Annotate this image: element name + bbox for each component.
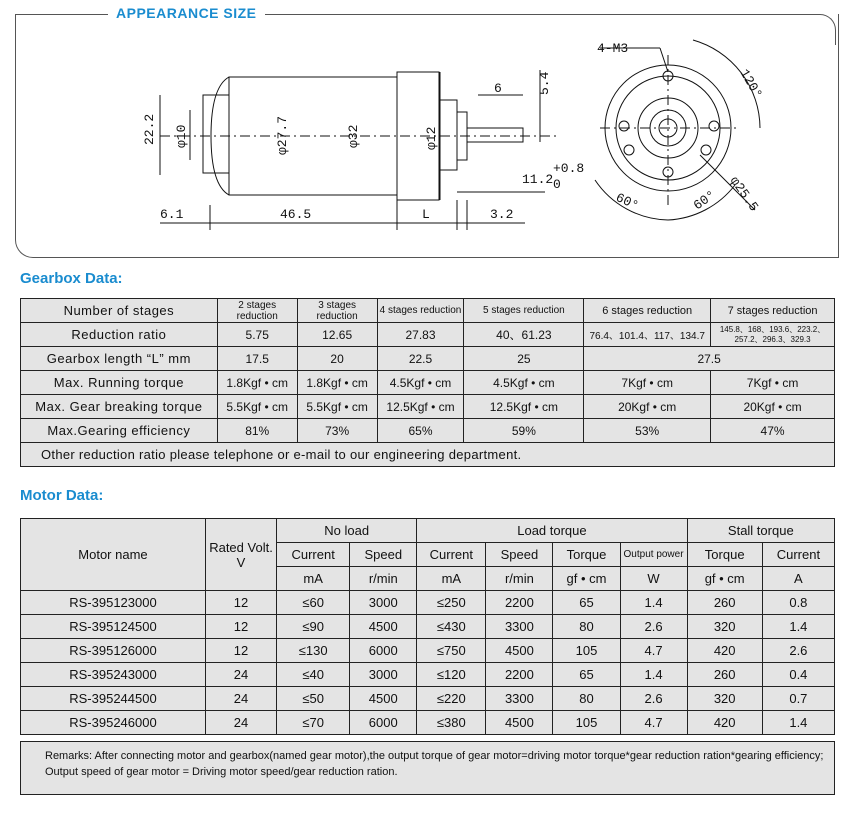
table-cell-l-speed: 3300	[486, 615, 553, 639]
table-cell-l-torque: 80	[553, 687, 620, 711]
table-cell-volt: 24	[205, 687, 276, 711]
current-header: Current	[277, 543, 350, 567]
table-cell-l-current: ≤380	[417, 711, 486, 735]
unit-a: A	[762, 567, 834, 591]
table-cell-l-current: ≤750	[417, 639, 486, 663]
current-header: Current	[762, 543, 834, 567]
table-cell: 12.65	[297, 323, 377, 347]
table-cell-name: RS-395246000	[21, 711, 206, 735]
dim-L: L	[422, 207, 430, 222]
table-cell-l-power: 1.4	[620, 591, 687, 615]
table-row	[21, 323, 835, 347]
row-label: Gearbox length “L” mm	[21, 347, 218, 371]
dim-6-1: 6.1	[160, 207, 184, 222]
motor-table	[20, 518, 835, 735]
torque-header: Torque	[687, 543, 762, 567]
table-cell-l-speed: 3300	[486, 687, 553, 711]
table-cell-nl-current: ≤50	[277, 687, 350, 711]
dim-phi32: φ32	[346, 124, 361, 148]
table-cell-name: RS-395244500	[21, 687, 206, 711]
unit-rmin: r/min	[350, 567, 417, 591]
table-cell-l-speed: 4500	[486, 639, 553, 663]
table-cell: 5.5Kgf • cm	[217, 395, 297, 419]
table-cell-name: RS-395243000	[21, 663, 206, 687]
angle-60-left: 60°	[613, 190, 641, 214]
motor-technical-drawing	[0, 0, 855, 260]
angle-120: 120°	[736, 66, 766, 102]
table-cell: 59%	[464, 419, 584, 443]
table-cell-l-current: ≤430	[417, 615, 486, 639]
dim-phi10: φ10	[174, 124, 189, 148]
table-row	[21, 591, 835, 615]
table-cell: 40、61.23	[464, 323, 584, 347]
row-label: Max.Gearing efficiency	[21, 419, 218, 443]
table-cell: 25	[464, 347, 584, 371]
table-row	[21, 395, 835, 419]
table-cell-l-current: ≤250	[417, 591, 486, 615]
table-cell: 27.5	[584, 347, 835, 371]
dim-phi25-5: φ25.5	[726, 173, 762, 215]
stage-header: 6 stages reduction	[584, 299, 711, 323]
motor-rows	[21, 591, 835, 735]
dim-4-m3: 4-M3	[597, 41, 629, 56]
table-cell-l-current: ≤120	[417, 663, 486, 687]
motor-name-header: Motor name	[21, 519, 206, 591]
dim-tol-zero: 0	[553, 177, 561, 192]
table-row	[21, 663, 835, 687]
table-cell-s-torque: 320	[687, 615, 762, 639]
row-label: Reduction ratio	[21, 323, 218, 347]
torque-header: Torque	[553, 543, 620, 567]
table-cell-l-power: 4.7	[620, 639, 687, 663]
motor-title: Motor Data:	[20, 487, 104, 504]
table-cell-s-current: 1.4	[762, 711, 834, 735]
table-row	[21, 639, 835, 663]
table-cell-volt: 24	[205, 663, 276, 687]
table-cell-nl-speed: 3000	[350, 663, 417, 687]
table-cell-l-speed: 2200	[486, 591, 553, 615]
dim-11-2: 11.2	[522, 172, 554, 187]
unit-w: W	[620, 567, 687, 591]
table-cell: 27.83	[377, 323, 464, 347]
table-cell: 12.5Kgf • cm	[464, 395, 584, 419]
unit-ma: mA	[417, 567, 486, 591]
dim-22-2: 22.2	[142, 113, 157, 145]
stage-header: 2 stages reduction	[217, 299, 297, 323]
dim-5-4: 5.4	[537, 71, 552, 95]
table-row	[21, 419, 835, 443]
table-cell-s-torque: 260	[687, 663, 762, 687]
table-row	[21, 371, 835, 395]
table-cell: 76.4、101.4、117、134.7	[584, 323, 711, 347]
table-cell-l-torque: 65	[553, 591, 620, 615]
gearbox-header-row	[21, 299, 835, 323]
row-label: Max. Gear breaking torque	[21, 395, 218, 419]
table-cell-l-power: 4.7	[620, 711, 687, 735]
unit-gfcm: gf • cm	[687, 567, 762, 591]
stage-header: 3 stages reduction	[297, 299, 377, 323]
table-cell: 7Kgf • cm	[584, 371, 711, 395]
table-row	[21, 711, 835, 735]
table-cell-volt: 12	[205, 639, 276, 663]
table-cell-s-current: 0.4	[762, 663, 834, 687]
dim-46-5: 46.5	[280, 207, 312, 222]
appearance-title: APPEARANCE SIZE	[108, 5, 265, 21]
gearbox-note: Other reduction ratio please telephone or e-mail to our engineering department.	[21, 443, 835, 467]
table-cell-nl-speed: 6000	[350, 711, 417, 735]
motor-header-row-1	[21, 519, 835, 543]
table-cell-nl-speed: 3000	[350, 591, 417, 615]
angle-60-right: 60°	[690, 187, 719, 214]
table-row	[21, 615, 835, 639]
table-cell-l-speed: 2200	[486, 663, 553, 687]
table-cell-nl-speed: 4500	[350, 615, 417, 639]
rated-volt-header: Rated Volt. V	[205, 519, 276, 591]
output-power-header: Output power	[620, 543, 687, 567]
table-cell-nl-current: ≤90	[277, 615, 350, 639]
table-cell: 17.5	[217, 347, 297, 371]
dim-tol-plus: +0.8	[553, 161, 585, 176]
table-cell-volt: 12	[205, 615, 276, 639]
table-cell: 20Kgf • cm	[711, 395, 835, 419]
table-cell: 22.5	[377, 347, 464, 371]
table-cell: 5.75	[217, 323, 297, 347]
table-cell: 5.5Kgf • cm	[297, 395, 377, 419]
table-cell: 1.8Kgf • cm	[297, 371, 377, 395]
table-cell-s-torque: 420	[687, 711, 762, 735]
table-cell-nl-current: ≤130	[277, 639, 350, 663]
dim-phi27-7: φ27.7	[275, 115, 290, 155]
table-cell-name: RS-395124500	[21, 615, 206, 639]
table-cell-volt: 24	[205, 711, 276, 735]
dim-6: 6	[494, 81, 502, 96]
table-cell-nl-speed: 4500	[350, 687, 417, 711]
table-cell-s-current: 0.7	[762, 687, 834, 711]
speed-header: Speed	[350, 543, 417, 567]
table-cell-nl-current: ≤60	[277, 591, 350, 615]
table-cell: 81%	[217, 419, 297, 443]
table-cell: 47%	[711, 419, 835, 443]
table-cell-l-current: ≤220	[417, 687, 486, 711]
current-header: Current	[417, 543, 486, 567]
table-cell: 12.5Kgf • cm	[377, 395, 464, 419]
table-cell-l-torque: 105	[553, 639, 620, 663]
table-cell-l-power: 2.6	[620, 687, 687, 711]
table-cell-s-torque: 420	[687, 639, 762, 663]
unit-gfcm: gf • cm	[553, 567, 620, 591]
speed-header: Speed	[486, 543, 553, 567]
table-row	[21, 687, 835, 711]
table-cell-l-power: 1.4	[620, 663, 687, 687]
table-cell-nl-current: ≤70	[277, 711, 350, 735]
load-torque-header: Load torque	[417, 519, 687, 543]
table-cell: 4.5Kgf • cm	[377, 371, 464, 395]
table-cell: 7Kgf • cm	[711, 371, 835, 395]
table-row	[21, 347, 835, 371]
table-cell: 1.8Kgf • cm	[217, 371, 297, 395]
dim-phi12: φ12	[424, 126, 439, 150]
table-cell-s-torque: 260	[687, 591, 762, 615]
table-cell: 20	[297, 347, 377, 371]
table-cell-s-current: 0.8	[762, 591, 834, 615]
table-row	[21, 443, 835, 467]
stage-header: 5 stages reduction	[464, 299, 584, 323]
no-load-header: No load	[277, 519, 417, 543]
table-cell-s-torque: 320	[687, 687, 762, 711]
table-cell-s-current: 2.6	[762, 639, 834, 663]
table-cell: 20Kgf • cm	[584, 395, 711, 419]
stall-torque-header: Stall torque	[687, 519, 834, 543]
stage-header: 7 stages reduction	[711, 299, 835, 323]
table-cell-nl-current: ≤40	[277, 663, 350, 687]
table-cell: 65%	[377, 419, 464, 443]
table-cell: 4.5Kgf • cm	[464, 371, 584, 395]
table-cell-name: RS-395126000	[21, 639, 206, 663]
gearbox-title: Gearbox Data:	[20, 270, 123, 287]
table-cell-l-torque: 65	[553, 663, 620, 687]
table-cell-name: RS-395123000	[21, 591, 206, 615]
table-cell-l-power: 2.6	[620, 615, 687, 639]
table-cell-volt: 12	[205, 591, 276, 615]
unit-rmin: r/min	[486, 567, 553, 591]
table-cell: 53%	[584, 419, 711, 443]
remarks: Remarks: After connecting motor and gearbox(named gear motor),the output torque of gear motor=driving motor torque*gear reduction ration*gearing efficiency; Output speed of gear motor = Driving motor speed/gear reduction ration.	[20, 741, 835, 795]
stage-header: 4 stages reduction	[377, 299, 464, 323]
table-cell: 73%	[297, 419, 377, 443]
table-cell-s-current: 1.4	[762, 615, 834, 639]
table-cell-l-torque: 80	[553, 615, 620, 639]
table-cell: 145.8、168、193.6、223.2、257.2、296.3、329.3	[711, 323, 835, 347]
table-cell-nl-speed: 6000	[350, 639, 417, 663]
unit-ma: mA	[277, 567, 350, 591]
gearbox-table	[20, 298, 835, 467]
row-label: Max. Running torque	[21, 371, 218, 395]
table-cell-l-speed: 4500	[486, 711, 553, 735]
dim-3-2: 3.2	[490, 207, 514, 222]
table-cell-l-torque: 105	[553, 711, 620, 735]
gearbox-header-label: Number of stages	[21, 299, 218, 323]
